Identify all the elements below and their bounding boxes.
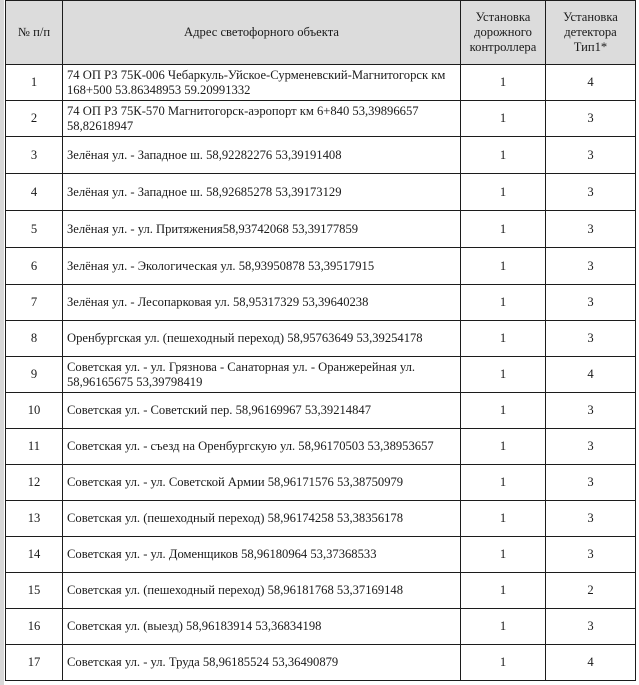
header-detector: Установка детектора Тип1* xyxy=(546,1,636,65)
table-row xyxy=(6,101,636,137)
row-detector-count: 3 xyxy=(546,393,636,429)
row-controller-count: 1 xyxy=(461,321,546,357)
row-detector-count: 4 xyxy=(546,645,636,681)
row-address: Советская ул. (пешеходный переход) 58,96174258 53,38356178 xyxy=(63,501,461,537)
row-address: Зелёная ул. - Экологическая ул. 58,93950878 53,39517915 xyxy=(63,248,461,285)
row-number: 4 xyxy=(6,174,63,211)
row-controller-count: 1 xyxy=(461,465,546,501)
row-detector-count: 3 xyxy=(546,285,636,321)
row-number: 9 xyxy=(6,357,63,393)
row-number: 13 xyxy=(6,501,63,537)
table-row xyxy=(6,501,636,537)
row-detector-count: 3 xyxy=(546,501,636,537)
row-detector-count: 3 xyxy=(546,321,636,357)
row-controller-count: 1 xyxy=(461,573,546,609)
row-address: Советская ул. (выезд) 58,96183914 53,36834198 xyxy=(63,609,461,645)
table-row xyxy=(6,65,636,101)
traffic-light-objects-table xyxy=(5,0,636,681)
row-detector-count: 3 xyxy=(546,211,636,248)
row-detector-count: 4 xyxy=(546,357,636,393)
row-controller-count: 1 xyxy=(461,357,546,393)
row-address: Зелёная ул. - Западное ш. 58,92282276 53,39191408 xyxy=(63,137,461,174)
table-body xyxy=(6,65,636,681)
row-number: 8 xyxy=(6,321,63,357)
row-detector-count: 3 xyxy=(546,101,636,137)
row-number: 14 xyxy=(6,537,63,573)
row-address: Зелёная ул. - Западное ш. 58,92685278 53,39173129 xyxy=(63,174,461,211)
row-controller-count: 1 xyxy=(461,537,546,573)
row-address: Зелёная ул. - Лесопарковая ул. 58,95317329 53,39640238 xyxy=(63,285,461,321)
table-row xyxy=(6,174,636,211)
header-controller: Установка дорожного контроллера xyxy=(461,1,546,65)
row-number: 6 xyxy=(6,248,63,285)
row-address: Зелёная ул. - ул. Притяжения58,93742068 53,39177859 xyxy=(63,211,461,248)
table-row xyxy=(6,573,636,609)
row-controller-count: 1 xyxy=(461,501,546,537)
row-address: Советская ул. - съезд на Оренбургскую ул. 58,96170503 53,38953657 xyxy=(63,429,461,465)
table-row xyxy=(6,248,636,285)
table-row xyxy=(6,645,636,681)
row-address: Советская ул. (пешеходный переход) 58,96181768 53,37169148 xyxy=(63,573,461,609)
table-row xyxy=(6,393,636,429)
row-number: 10 xyxy=(6,393,63,429)
row-address: Советская ул. - ул. Труда 58,96185524 53,36490879 xyxy=(63,645,461,681)
row-number: 1 xyxy=(6,65,63,101)
row-detector-count: 3 xyxy=(546,174,636,211)
row-controller-count: 1 xyxy=(461,645,546,681)
table-row xyxy=(6,285,636,321)
row-address: Оренбургская ул. (пешеходный переход) 58,95763649 53,39254178 xyxy=(63,321,461,357)
row-controller-count: 1 xyxy=(461,609,546,645)
row-number: 5 xyxy=(6,211,63,248)
header-address: Адрес светофорного объекта xyxy=(63,1,461,65)
row-controller-count: 1 xyxy=(461,248,546,285)
row-address: 74 ОП РЗ 75К-006 Чебаркуль-Уйское-Сурменевский-Магнитогорск км 168+500 53.86348953 59.20991332 xyxy=(63,65,461,101)
table-row xyxy=(6,137,636,174)
row-detector-count: 3 xyxy=(546,537,636,573)
row-number: 12 xyxy=(6,465,63,501)
row-detector-count: 3 xyxy=(546,465,636,501)
row-detector-count: 3 xyxy=(546,248,636,285)
row-detector-count: 2 xyxy=(546,573,636,609)
table-row xyxy=(6,357,636,393)
row-controller-count: 1 xyxy=(461,101,546,137)
row-detector-count: 3 xyxy=(546,609,636,645)
table-header xyxy=(6,1,636,65)
row-number: 3 xyxy=(6,137,63,174)
row-number: 16 xyxy=(6,609,63,645)
row-controller-count: 1 xyxy=(461,137,546,174)
row-detector-count: 3 xyxy=(546,137,636,174)
row-address: Советская ул. - ул. Доменщиков 58,96180964 53,37368533 xyxy=(63,537,461,573)
row-address: 74 ОП РЗ 75К-570 Магнитогорск-аэропорт км 6+840 53,39896657 58,82618947 xyxy=(63,101,461,137)
row-controller-count: 1 xyxy=(461,429,546,465)
row-number: 2 xyxy=(6,101,63,137)
row-number: 15 xyxy=(6,573,63,609)
row-controller-count: 1 xyxy=(461,65,546,101)
table-row xyxy=(6,609,636,645)
row-detector-count: 3 xyxy=(546,429,636,465)
row-number: 7 xyxy=(6,285,63,321)
row-address: Советская ул. - ул. Грязнова - Санаторная ул. - Оранжерейная ул. 58,96165675 53,39798419 xyxy=(63,357,461,393)
row-controller-count: 1 xyxy=(461,174,546,211)
page-edge xyxy=(0,0,4,685)
row-number: 17 xyxy=(6,645,63,681)
row-number: 11 xyxy=(6,429,63,465)
row-detector-count: 4 xyxy=(546,65,636,101)
header-number: № п/п xyxy=(6,1,63,65)
table-row xyxy=(6,465,636,501)
row-controller-count: 1 xyxy=(461,285,546,321)
table-row xyxy=(6,429,636,465)
row-address: Советская ул. - ул. Советской Армии 58,96171576 53,38750979 xyxy=(63,465,461,501)
table-row xyxy=(6,211,636,248)
row-controller-count: 1 xyxy=(461,393,546,429)
table-row xyxy=(6,537,636,573)
row-controller-count: 1 xyxy=(461,211,546,248)
table-row xyxy=(6,321,636,357)
row-address: Советская ул. - Советский пер. 58,96169967 53,39214847 xyxy=(63,393,461,429)
